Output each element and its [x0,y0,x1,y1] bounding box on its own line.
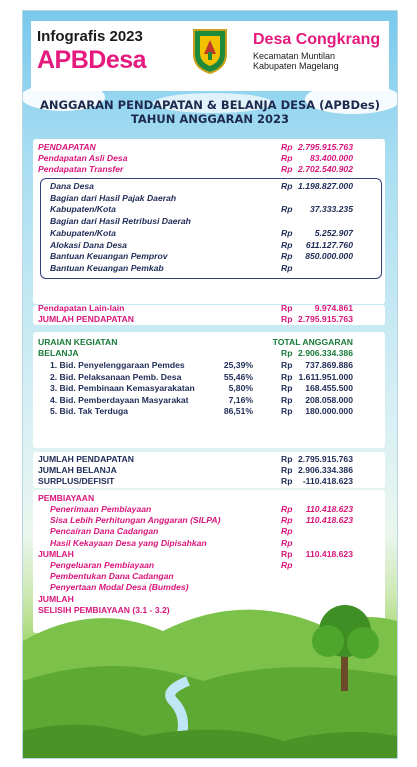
row-percentage: 25,39% [223,360,253,370]
row-label: 4. Bid. Pemberdayaan Masyarakat [50,394,189,405]
transfer-row [23,204,375,215]
row-label: Hasil Kekayaan Desa yang Dipisahkan [50,537,207,548]
belanja-currency: Rp [281,348,293,358]
row-value: 2.795.915.763 [298,142,353,152]
location-text [253,51,339,71]
row-currency: Rp [281,251,293,262]
row-currency: Rp [281,560,293,570]
row-label: JUMLAH [38,548,74,559]
summary-row [23,476,375,487]
row-value: 37.333.235 [309,204,353,215]
row-currency: Rp [281,360,293,370]
row-currency: Rp [281,371,293,382]
row-value: 110.418.623 [305,504,353,514]
row-label: Bagian dari Hasil Pajak Daerah [50,192,177,203]
pembiayaan-row [23,605,375,616]
row-currency: Rp [281,142,293,152]
row-label: 2. Bid. Pelaksanaan Pemb. Desa [50,371,182,382]
pembiayaan-row [23,549,375,560]
kabupaten-text: Kabupaten Magelang [253,61,339,71]
row-label: PENDAPATAN [38,142,96,152]
main-title: ANGGARAN PENDAPATAN & BELANJA DESA (APBDes) [40,98,380,112]
row-label: Pencairan Dana Cadangan [50,526,159,537]
row-value: 2.906.334.386 [298,464,353,475]
row-value: 737.869.886 [305,360,353,370]
row-label: SELISIH PEMBIAYAAN (3.1 - 3.2) [38,604,170,615]
row-label: Bagian dari Hasil Retribusi Daerah [50,216,191,227]
row-currency: Rp [281,313,293,324]
row-currency: Rp [281,537,293,548]
row-value: 110.418.623 [305,515,353,526]
pembiayaan-title-row [23,493,375,504]
row-label: Bantuan Keuangan Pemprov [50,251,168,262]
pendapatan-row [23,164,375,175]
belanja-total-row [23,348,375,359]
transfer-row [23,228,375,239]
row-label: 3. Bid. Pembinaan Kemasyarakatan [50,383,195,393]
row-value: 5.252.907 [314,227,353,238]
row-currency: Rp [281,262,293,273]
row-value: 2.795.915.763 [298,313,353,324]
row-value: 83.400.000 [309,152,353,163]
row-currency: Rp [281,475,293,486]
summary-row [23,454,375,465]
row-currency: Rp [281,181,293,191]
row-label: SURPLUS/DEFISIT [38,475,115,486]
row-value: 9.974.861 [314,303,353,313]
row-label: Pendapatan Asli Desa [38,152,128,163]
row-label: Penerimaan Pembiayaan [50,504,152,514]
row-percentage: 86,51% [223,406,253,416]
magelang-regency-emblem-icon [190,26,230,74]
transfer-row [23,181,375,192]
row-value: 208.058.000 [305,394,353,405]
year-title: TAHUN ANGGARAN 2023 [130,112,290,126]
transfer-row [23,216,375,227]
row-label: Pendapatan Transfer [38,163,124,174]
row-value: 1.198.827.000 [298,181,353,191]
row-label: JUMLAH PENDAPATAN [38,313,134,324]
pembiayaan-row [23,560,375,571]
row-currency: Rp [281,526,293,537]
apbdesa-title: APBDesa [37,46,147,74]
row-currency: Rp [281,515,293,526]
row-label: Kabupaten/Kota [50,227,116,238]
row-currency: Rp [281,383,293,393]
row-value: 1.611.951.000 [298,371,353,382]
belanja-label: BELANJA [38,348,79,358]
row-label: Pendapatan Lain-lain [38,303,125,313]
pendapatan-row [23,142,375,153]
row-value: 168.455.500 [305,383,353,393]
desa-name: Desa Congkrang [253,31,381,48]
row-percentage: 55,46% [223,371,253,382]
row-currency: Rp [281,406,293,416]
infografis-label: Infografis 2023 [37,28,143,45]
row-value: 850.000.000 [305,251,353,262]
row-currency: Rp [281,548,293,559]
row-value: 611.127.760 [305,239,353,250]
row-currency: Rp [281,227,293,238]
row-currency: Rp [281,204,293,215]
kecamatan-text: Kecamatan Muntilan [253,51,336,61]
bidang-row [23,406,375,417]
transfer-row [23,251,375,262]
pendapatan-lain-row [23,303,375,314]
row-label: Bantuan Keuangan Pemkab [50,262,164,273]
row-label: Kabupaten/Kota [50,204,116,215]
row-percentage: 5,80% [228,383,253,393]
row-label: JUMLAH BELANJA [38,464,117,475]
pembiayaan-row [23,515,375,526]
pembiayaan-row [23,538,375,549]
pembiayaan-row [23,582,375,593]
row-value: 2.795.915.763 [298,454,353,464]
row-label: Sisa Lebih Perhitungan Anggaran (SILPA) [50,515,221,526]
pendapatan-lain-row [23,314,375,325]
row-currency: Rp [281,454,293,464]
belanja-header-row [23,337,375,348]
pembiayaan-title: PEMBIAYAAN [38,493,95,503]
pembiayaan-row [23,504,375,515]
row-currency: Rp [281,504,293,514]
bidang-row [23,395,375,406]
summary-row [23,465,375,476]
bidang-row [23,372,375,383]
row-percentage: 7,16% [228,394,253,405]
transfer-row [23,263,375,274]
row-value: 2.702.540.902 [298,163,353,174]
pembiayaan-row [23,526,375,537]
total-anggaran-header: TOTAL ANGGARAN [272,337,353,347]
row-currency: Rp [281,464,293,475]
row-label: Pengeluaran Pembiayaan [50,560,155,570]
row-label: 1. Bid. Penyelenggaraan Pemdes [50,360,185,370]
uraian-kegiatan-header: URAIAN KEGIATAN [38,337,118,347]
pembiayaan-row [23,571,375,582]
pembiayaan-row [23,594,375,605]
row-label: 5. Bid. Tak Terduga [50,406,128,416]
bidang-row [23,360,375,371]
row-label: JUMLAH [38,593,74,604]
row-value: 180.000.000 [305,406,353,416]
pendapatan-row [23,153,375,164]
bidang-row [23,383,375,394]
row-label: Dana Desa [50,181,94,191]
row-currency: Rp [281,239,293,250]
row-currency: Rp [281,394,293,405]
row-label: Pembentukan Dana Cadangan [50,571,174,582]
belanja-value: 2.906.334.386 [298,348,353,358]
row-value: 110.418.623 [305,548,353,559]
row-label: Penyertaan Modal Desa (Bumdes) [50,582,189,593]
transfer-row [23,240,375,251]
row-value: -110.418.623 [302,475,353,486]
row-currency: Rp [281,163,293,174]
row-currency: Rp [281,303,293,313]
row-label: JUMLAH PENDAPATAN [38,454,134,464]
row-label: Alokasi Dana Desa [50,239,127,250]
transfer-row [23,193,375,204]
row-currency: Rp [281,152,293,163]
infographic-poster [22,10,398,759]
